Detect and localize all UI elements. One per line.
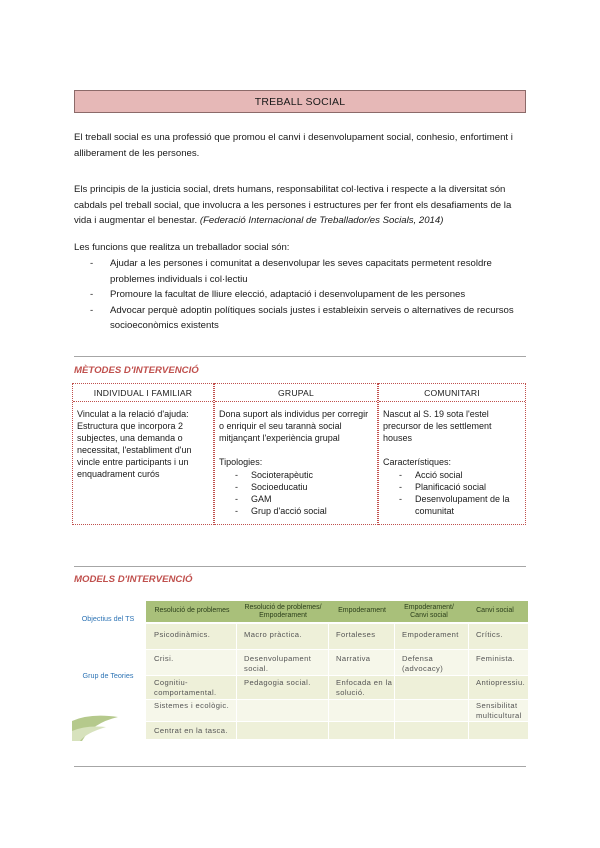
metodes-list-comunitari: [383, 469, 521, 517]
column-divider: [236, 622, 237, 741]
models-cell: Crisi.: [154, 654, 174, 663]
models-cell: Desenvolupament social.: [244, 654, 312, 673]
list-item: - Desenvolupament de la comunitat: [383, 493, 521, 517]
page-title: TREBALL SOCIAL: [254, 95, 346, 108]
list-item: - GAM: [219, 493, 373, 505]
metodes-text-grupal: Dona suport als individus per corregir o enriquir el seu tarannà social mitjançant l'experiència grupal: [219, 409, 369, 443]
metodes-col-comunitari: [378, 383, 526, 525]
metodes-col-individual: [72, 383, 214, 525]
metodes-body-comunitari: [383, 408, 521, 517]
metodes-header-grupal: GRUPAL: [215, 384, 377, 402]
column-divider: [394, 622, 395, 741]
metodes-sub-label-comunitari: Característiques:: [383, 457, 452, 467]
decorative-swoosh-icon: [72, 707, 118, 741]
list-item: - Planificació social: [383, 481, 521, 493]
models-cell: Antiopressiu.: [476, 678, 526, 687]
list-item: - Grup d'acció social: [219, 505, 373, 517]
models-cell: Pedagogia social.: [244, 678, 311, 687]
models-cell: Feminista.: [476, 654, 516, 663]
models-cell: Sistemes i ecològic.: [154, 701, 230, 710]
models-row-label-objectius: Objectius del TS: [81, 614, 135, 623]
metodes-sub-label-grupal: Tipologies:: [219, 457, 263, 467]
metodes-header-comunitari: COMUNITARI: [379, 384, 525, 402]
page-title-box: [74, 90, 526, 113]
table-row: [146, 650, 528, 675]
metodes-body-grupal: [219, 408, 373, 517]
column-divider: [468, 622, 469, 741]
section-divider: [74, 766, 526, 767]
models-header-cell: Resolució de problemes/ Empoderament: [244, 604, 322, 619]
models-header-cell: Empoderament: [338, 607, 386, 614]
column-divider: [328, 622, 329, 741]
metodes-text-individual: Vinculat a la relació d'ajuda: Estructura que incorpora 2 subjectes, una demanda o necessitat, l'establiment d'un vincle entre participants i un enquadrament curós: [77, 409, 192, 479]
models-header-cell: Resolució de problemes: [154, 607, 230, 614]
models-cell: Narrativa: [336, 654, 371, 663]
functions-list: [74, 256, 526, 334]
metodes-heading: MÈTODES D'INTERVENCIÓ: [74, 365, 199, 376]
list-item: - Socioeducatiu: [219, 481, 373, 493]
table-row: [146, 722, 528, 739]
models-cell: Macro pràctica.: [244, 630, 302, 639]
intro-paragraph: El treball social es una professió que promou el canvi i desenvolupament social, conhesio, enfortiment i alliberament de les persones.: [74, 132, 513, 159]
list-item: - Advocar perquè adoptin polítiques socials justes i estableixin serveis o alternatives de recursos socioeconòmics existents: [74, 303, 526, 334]
functions-intro: Les funcions que realitza un treballador social són:: [74, 242, 290, 253]
list-item: - Promoure la facultat de lliure elecció, adaptació i desenvolupament de les persones: [74, 287, 526, 303]
models-cell: Enfocada en la solució.: [336, 678, 393, 697]
models-cell: Cognitiu-comportamental.: [154, 678, 217, 697]
models-cell: Fortaleses: [336, 630, 376, 639]
models-cell: Crítics.: [476, 630, 503, 639]
principles-paragraph: [74, 182, 526, 229]
models-table: [72, 601, 528, 741]
models-heading: MODELS D'INTERVENCIÓ: [74, 574, 193, 585]
table-row: [146, 700, 528, 721]
list-item: - Acció social: [383, 469, 521, 481]
models-cell: Empoderament: [402, 630, 459, 639]
metodes-col-grupal: [214, 383, 378, 525]
models-cell: Centrat en la tasca.: [154, 726, 228, 735]
metodes-text-comunitari: Nascut al S. 19 sota l'estel precursor de les settlement houses: [383, 409, 492, 443]
models-header-cell: Empoderament/ Canvi social: [404, 604, 454, 619]
models-cell: Sensibilitat multicultural: [476, 701, 522, 720]
principles-citation: (Federació Internacional de Treballador/es Socials, 2014): [199, 215, 444, 227]
metodes-table: [72, 383, 526, 525]
table-row: [146, 624, 528, 649]
metodes-header-individual: INDIVIDUAL I FAMILIAR: [73, 384, 213, 402]
list-item: - Ajudar a les persones i comunitat a desenvolupar les seves capacitats permetent resoldre problemes individuals i col·lectiu: [74, 256, 526, 287]
models-row-label-teories: Grup de Teories: [82, 671, 134, 680]
models-cell: Psicodinàmics.: [154, 630, 211, 639]
table-row: [146, 676, 528, 699]
principles-text: Els principis de la justicia social, drets humans, responsabilitat col·lectiva i respecte a la diversitat són cabdals pel treball social, que involucra a les persones i estructures per fer front els desafiaments de la vida i augmentar el benestar.: [74, 184, 512, 227]
models-cell: Defensa (advocacy): [402, 654, 444, 673]
models-header-cell: Canvi social: [476, 607, 514, 614]
list-item: - Socioterapèutic: [219, 469, 373, 481]
metodes-list-grupal: [219, 469, 373, 517]
section-divider: [74, 356, 526, 357]
section-divider: [74, 566, 526, 567]
